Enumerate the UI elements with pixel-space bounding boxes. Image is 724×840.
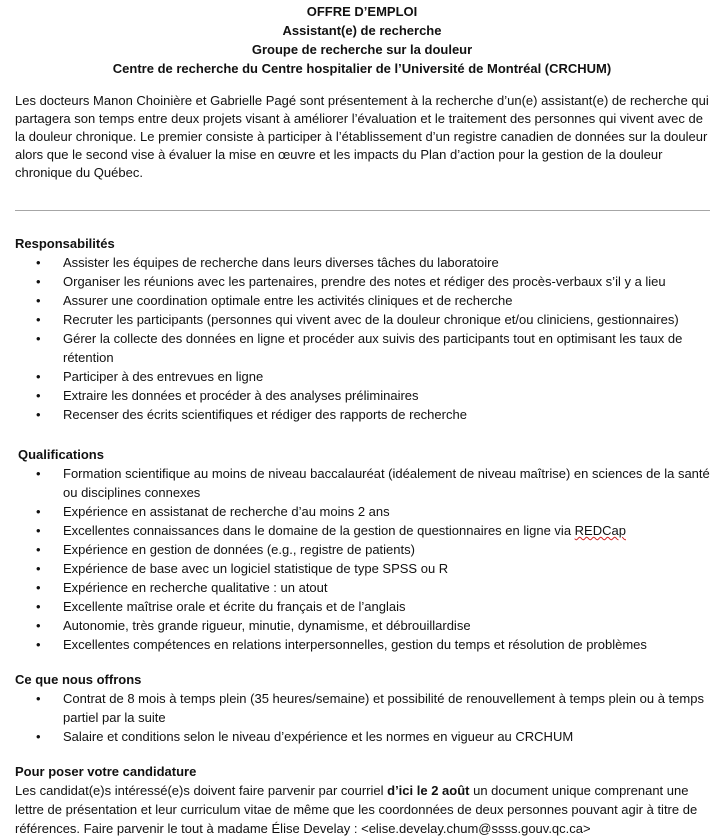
list-item: • Assurer une coordination optimale entre les activités cliniques et de recherche: [15, 291, 715, 310]
list-item: • Expérience en gestion de données (e.g., registre de patients): [15, 540, 718, 559]
responsibilities-list: [15, 253, 715, 424]
offer-heading: OFFRE D’EMPLOI: [306, 4, 418, 19]
list-item: • Expérience de base avec un logiciel statistique de type SPSS ou R: [15, 559, 718, 578]
list-item: • Autonomie, très grande rigueur, minutie, dynamisme, et débrouillardise: [15, 616, 718, 635]
offer-list: [15, 689, 715, 746]
responsibilities-section: [15, 234, 715, 424]
apply-section: [15, 762, 715, 838]
qualifications-title: Qualifications: [18, 447, 104, 462]
list-item: • Contrat de 8 mois à temps plein (35 heures/semaine) et possibilité de renouvellement à temps plein ou à temps partiel par la suite: [15, 689, 715, 727]
list-item: • Formation scientifique au moins de niveau baccalauréat (idéalement de niveau maîtrise) en sciences de la santé ou disciplines connexes: [15, 464, 718, 502]
list-item: [15, 521, 718, 540]
apply-title: Pour poser votre candidature: [15, 764, 197, 779]
redcap-item-text: Excellentes connaissances dans le domaine de la gestion de questionnaires en ligne via: [63, 523, 575, 538]
qualifications-section: [18, 445, 718, 654]
institution: Centre de recherche du Centre hospitalier de l’Université de Montréal (CRCHUM): [112, 61, 612, 76]
list-item: • Recruter les participants (personnes qui vivent avec de la douleur chronique et/ou cliniciens, gestionnaires): [15, 310, 715, 329]
list-item: • Salaire et conditions selon le niveau d’expérience et les normes en vigueur au CRCHUM: [15, 727, 715, 746]
apply-deadline: d’ici le 2 août: [387, 783, 470, 798]
list-item: • Organiser les réunions avec les partenaires, prendre des notes et rédiger des procès-verbaux s’il y a lieu: [15, 272, 715, 291]
apply-paragraph: [15, 781, 715, 838]
list-item: • Participer à des entrevues en ligne: [15, 367, 715, 386]
redcap-word: REDCap: [574, 523, 626, 538]
list-item: • Gérer la collecte des données en ligne et procéder aux suivis des participants tout en optimisant les taux de rétention: [15, 329, 715, 367]
document-header: [0, 2, 724, 78]
apply-text-before: Les candidat(e)s intéressé(e)s doivent faire parvenir par courriel: [15, 783, 388, 798]
research-group: Groupe de recherche sur la douleur: [251, 42, 473, 57]
intro-paragraph: Les docteurs Manon Choinière et Gabrielle Pagé sont présentement à la recherche d’un(e) assistant(e) de recherche qui partagera son temps entre deux projets visant à améliorer l’évaluation et le traitement des personnes qui vivent avec de la douleur chronique. Le premier consiste à participer à l’établissement d’un registre canadien de données sur la douleur alors que le second vise à évaluer la mise en œuvre et les impacts du Plan d’action pour la gestion de la douleur chronique du Québec.: [15, 93, 709, 180]
list-item: • Recenser des écrits scientifiques et rédiger des rapports de recherche: [15, 405, 715, 424]
list-item: • Excellentes compétences en relations interpersonnelles, gestion du temps et résolution de problèmes: [15, 635, 718, 654]
offer-title: Ce que nous offrons: [15, 672, 142, 687]
list-item: • Expérience en recherche qualitative : un atout: [15, 578, 718, 597]
offer-section: [15, 670, 715, 746]
apply-text-after: un document unique comprenant une lettre de présentation et leur curriculum vitae de même que les coordonnées de deux personnes pouvant agir à titre de références. Faire parvenir le tout à madame Élise Develay : <elise.develay.chum@ssss.gouv.qc.ca>: [15, 783, 698, 836]
job-title: Assistant(e) de recherche: [282, 23, 442, 38]
qualifications-list: [15, 464, 718, 654]
list-item: • Assister les équipes de recherche dans leurs diverses tâches du laboratoire: [15, 253, 715, 272]
divider-line: [15, 210, 710, 211]
list-item: • Expérience en assistanat de recherche d’au moins 2 ans: [15, 502, 718, 521]
responsibilities-title: Responsabilités: [15, 236, 115, 251]
list-item: • Extraire les données et procéder à des analyses préliminaires: [15, 386, 715, 405]
list-item: • Excellente maîtrise orale et écrite du français et de l’anglais: [15, 597, 718, 616]
